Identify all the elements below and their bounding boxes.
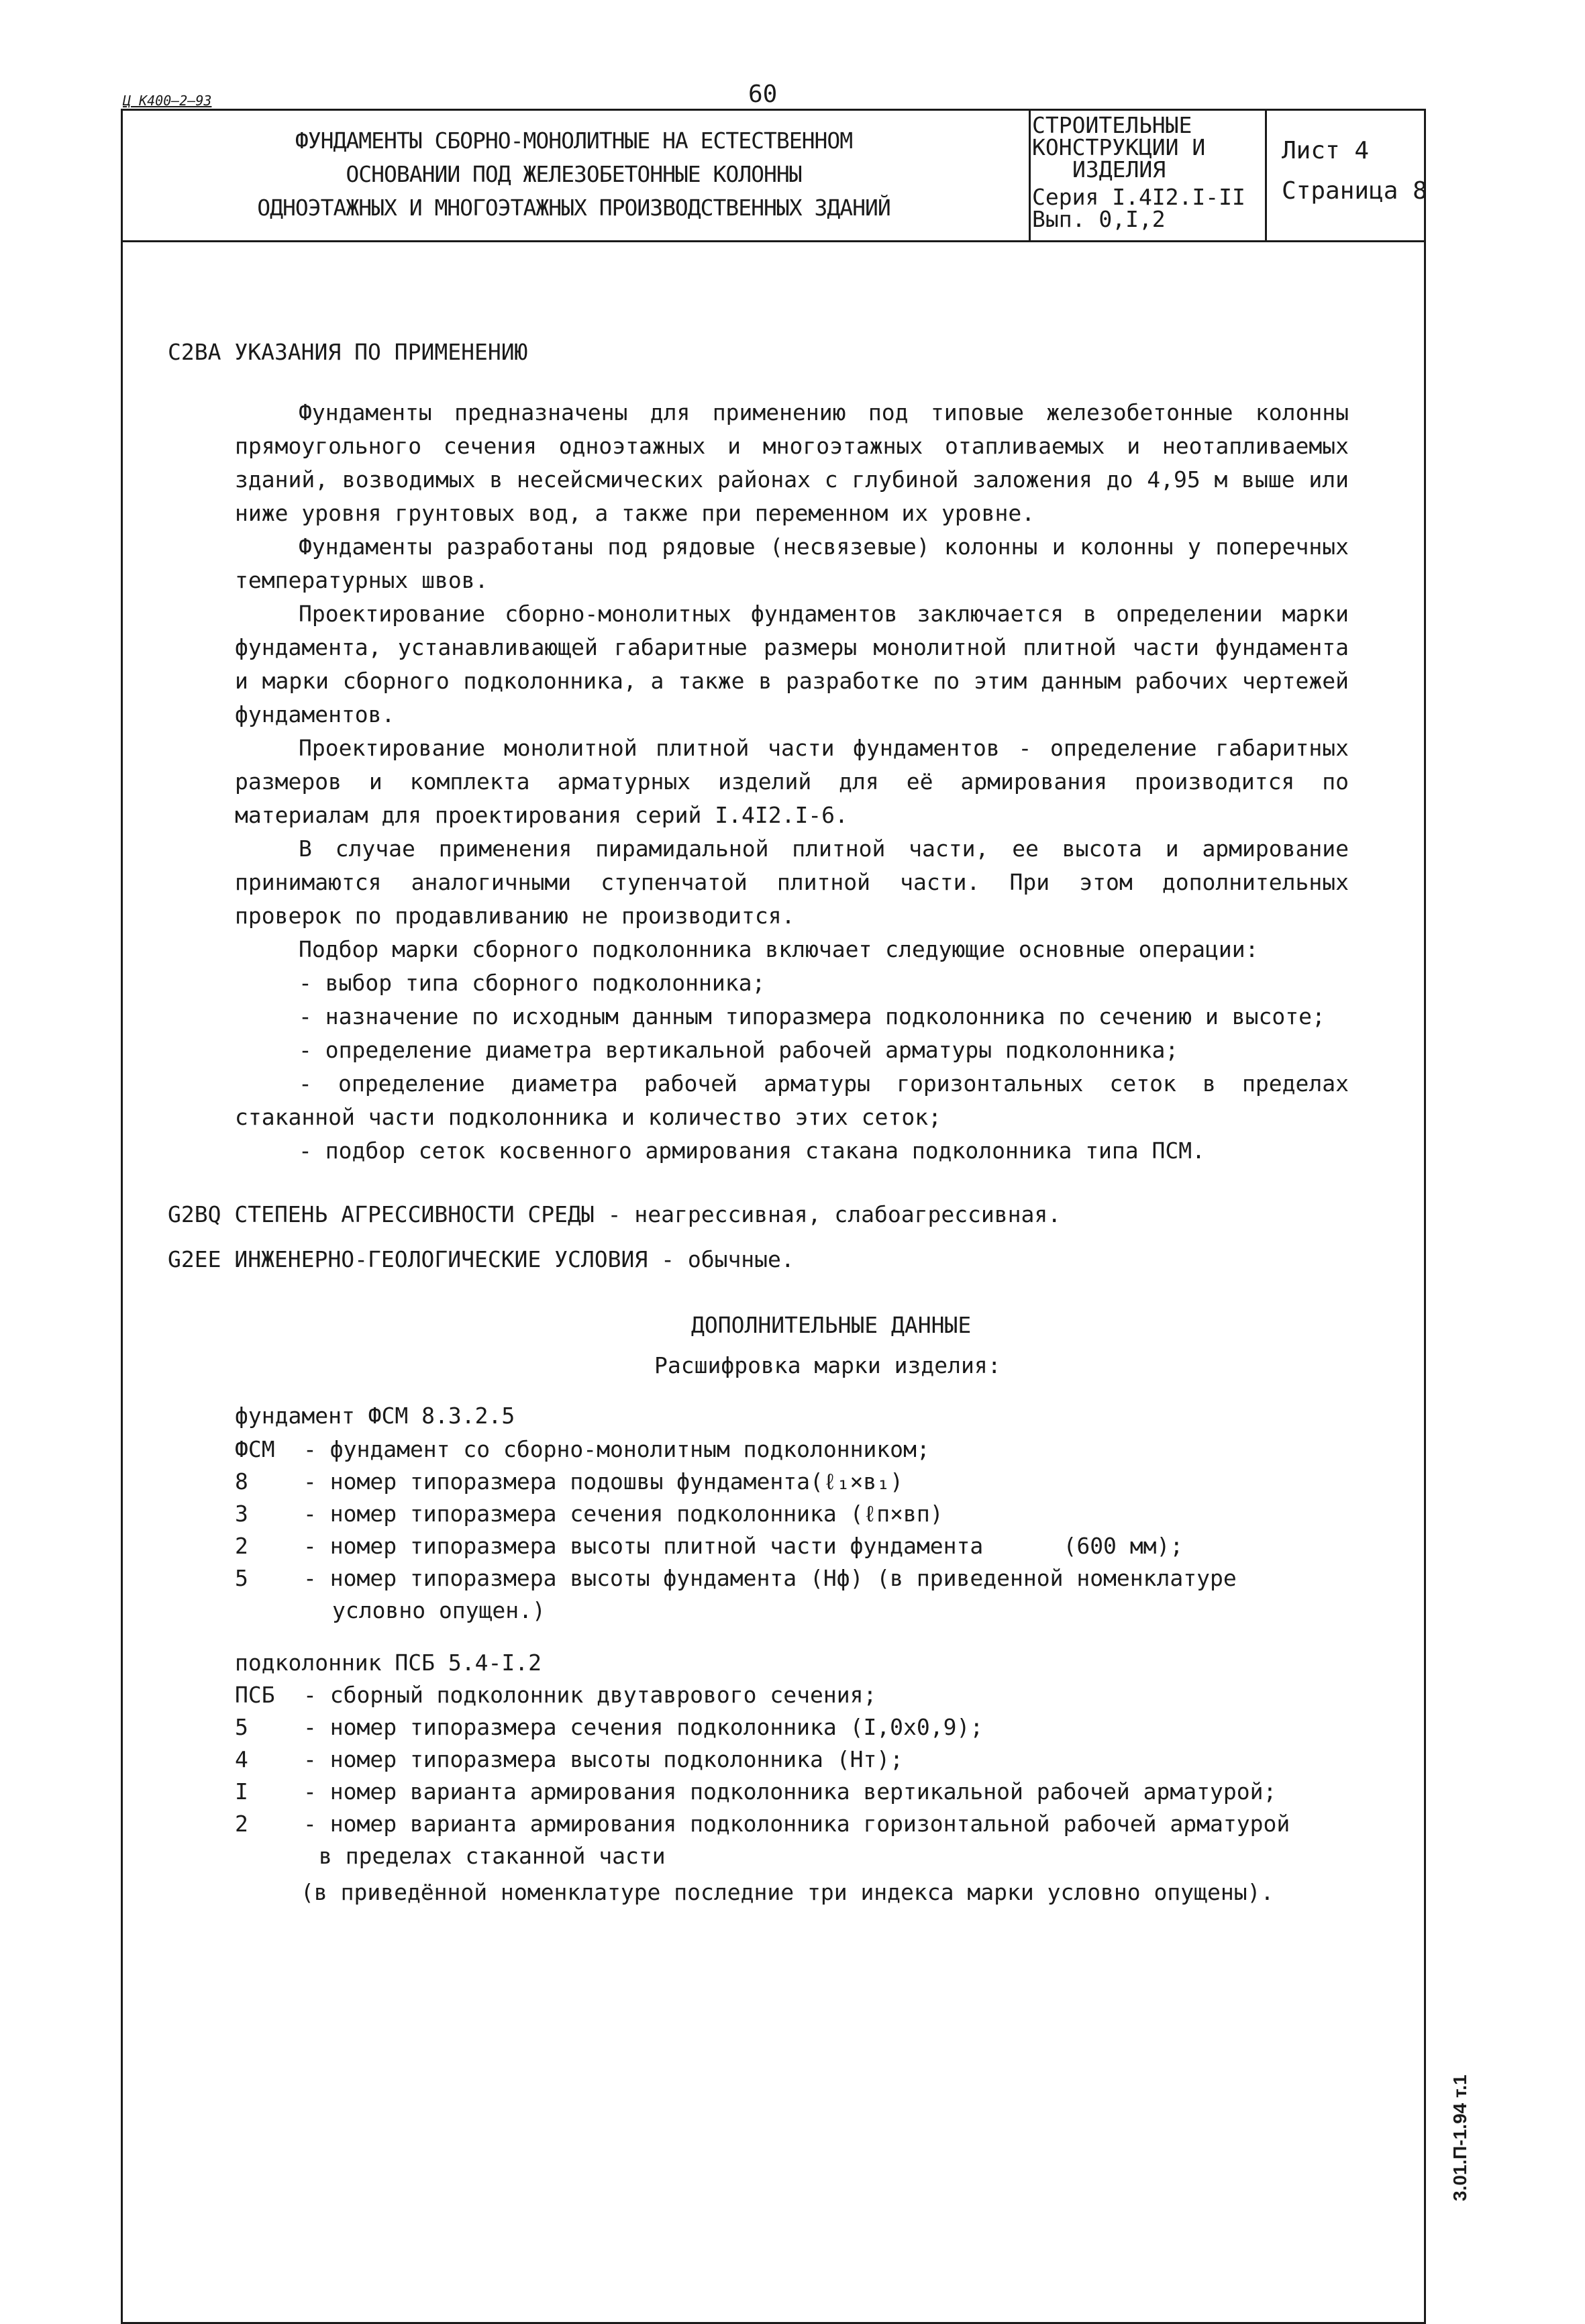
foundation-text: - номер типоразмера сечения подколонника (ℓп×вп) — [303, 1501, 943, 1527]
usage-paragraph-1: Фундаменты предназначены для применению под типовые железобетонные колонны прямоугольного сечения одноэтажных и многоэтажных отапливаемых и неотапливаемых зданий, возводимых в несейсмических районах с глубиной заложения до 4,95 м выше или ниже уровня грунтовых вод, а также при переменном их уровне. — [235, 399, 1349, 526]
title-line-1: ФУНДАМЕНТЫ СБОРНО-МОНОЛИТНЫЕ НА ЕСТЕСТВЕННОМ — [295, 128, 853, 154]
column-code: 2 — [235, 1811, 248, 1837]
category-line-2: КОНСТРУКЦИИ И — [1032, 134, 1206, 160]
foundation-text: - номер типоразмера подошвы фундамента(ℓ₁×в₁) — [303, 1468, 903, 1495]
frame-top-line — [121, 109, 1426, 111]
column-code: 5 — [235, 1714, 248, 1740]
column-code: ПСБ — [235, 1682, 275, 1708]
column-text: - номер варианта армирования подколонника горизонтальной рабочей арматурой — [303, 1811, 1290, 1837]
frame-right-line — [1424, 109, 1426, 2323]
column-note: в пределах стаканной части — [319, 1843, 666, 1869]
foundation-text: - фундамент со сборно-монолитным подколонником; — [303, 1436, 930, 1462]
title-line-2: ОСНОВАНИИ ПОД ЖЕЛЕЗОБЕТОННЫЕ КОЛОННЫ — [346, 161, 802, 187]
foundation-note: условно опущен.) — [332, 1597, 546, 1623]
header-divider-1 — [1029, 109, 1031, 242]
usage-paragraph-5: В случае применения пирамидальной плитной части, ее высота и армирование принимаются аналогичными ступенчатой плитной части. При этом дополнительных проверок по продавливанию не производится. — [235, 836, 1349, 929]
title-line-3: ОДНОЭТАЖНЫХ И МНОГОЭТАЖНЫХ ПРОИЗВОДСТВЕННЫХ ЗДАНИЙ — [257, 195, 890, 221]
operation-2: - назначение по исходным данным типоразмера подколонника по сечению и высоте; — [299, 1003, 1325, 1029]
foundation-code: 3 — [235, 1501, 248, 1527]
foundation-code: ФСМ — [235, 1436, 275, 1462]
series-cell — [1032, 114, 1264, 230]
usage-paragraph-4: Проектирование монолитной плитной части фундаментов - определение габаритных размеров и комплекта арматурных изделий для её армирования производится по материалам для проектирования серий I.4I2.I-6. — [235, 735, 1349, 828]
column-text: - номер типоразмера сечения подколонника (I,0x0,9); — [303, 1714, 984, 1740]
column-title: подколонник ПСБ 5.4-I.2 — [235, 1650, 542, 1676]
frame-left-line — [121, 109, 123, 2323]
operation-3: - определение диаметра вертикальной рабочей арматуры подколонника; — [299, 1037, 1179, 1063]
category-line-3: ИЗДЕЛИЯ — [1072, 156, 1166, 183]
category-line-1: СТРОИТЕЛЬНЫЕ — [1032, 112, 1192, 138]
sheet-label: Лист 4 — [1282, 137, 1370, 164]
sheet-cell — [1282, 131, 1427, 211]
frame-header-bottom-line — [121, 240, 1426, 242]
issue-label: Вып. 0,I,2 — [1032, 206, 1166, 232]
operation-5: - подбор сеток косвенного армирования стакана подколонника типа ПСМ. — [299, 1138, 1206, 1164]
geology-line: G2EE ИНЖЕНЕРНО-ГЕОЛОГИЧЕСКИЕ УСЛОВИЯ - обычные. — [168, 1246, 795, 1272]
operation-1: - выбор типа сборного подколонника; — [299, 970, 766, 996]
document-title — [124, 114, 1023, 235]
usage-paragraphs — [235, 396, 1349, 1168]
column-code: 4 — [235, 1746, 248, 1772]
column-code: I — [235, 1778, 248, 1805]
page-number: 60 — [748, 81, 778, 108]
operation-4: - определение диаметра рабочей арматуры горизонтальных сеток в пределах стаканной части подколонника и количество этих сеток; — [235, 1070, 1349, 1130]
closing-note: (в приведённой номенклатуре последние три индекса марки условно опущены). — [301, 1879, 1274, 1905]
stamp-code: Ц К400—2—93 — [123, 93, 212, 109]
column-text: - номер типоразмера высоты подколонника (Нт); — [303, 1746, 904, 1772]
foundation-code: 5 — [235, 1565, 248, 1591]
foundation-text: - номер типоразмера высоты плитной части фундамента (600 мм); — [303, 1533, 1184, 1559]
header-divider-2 — [1265, 109, 1267, 242]
additional-title: ДОПОЛНИТЕЛЬНЫЕ ДАННЫЕ — [691, 1312, 972, 1338]
foundation-code: 2 — [235, 1533, 248, 1559]
series-label: Серия I.4I2.I-II — [1032, 184, 1245, 210]
column-text: - сборный подколонник двутаврового сечения; — [303, 1682, 877, 1708]
usage-paragraph-6: Подбор марки сборного подколонника включает следующие основные операции: — [299, 936, 1259, 962]
aggressiveness-line: G2BQ СТЕПЕНЬ АГРЕССИВНОСТИ СРЕДЫ - неагрессивная, слабоагрессивная. — [168, 1201, 1062, 1227]
usage-paragraph-3: Проектирование сборно-монолитных фундаментов заключается в определении марки фундамента, устанавливающей габаритные размеры монолитной плитной части фундамента и марки сборного подколонника, а также в разработке по этим данным рабочих чертежей фундаментов. — [235, 601, 1349, 727]
additional-subtitle: Расшифровка марки изделия: — [654, 1352, 1001, 1378]
side-code: 3.01.П-1.94 т.1 — [1449, 2074, 1470, 2201]
column-text: - номер варианта армирования подколонника вертикальной рабочей арматурой; — [303, 1778, 1277, 1805]
usage-paragraph-2: Фундаменты разработаны под рядовые (несвязевые) колонны и колонны у поперечных температурных швов. — [235, 534, 1349, 593]
section-usage-title: C2BA УКАЗАНИЯ ПО ПРИМЕНЕНИЮ — [168, 339, 528, 365]
foundation-text: - номер типоразмера высоты фундамента (Нф) (в приведенной номенклатуре — [303, 1565, 1237, 1591]
foundation-code: 8 — [235, 1468, 248, 1495]
foundation-title: фундамент ФСМ 8.3.2.5 — [235, 1403, 515, 1429]
page-label: Страница 8 — [1282, 177, 1427, 205]
